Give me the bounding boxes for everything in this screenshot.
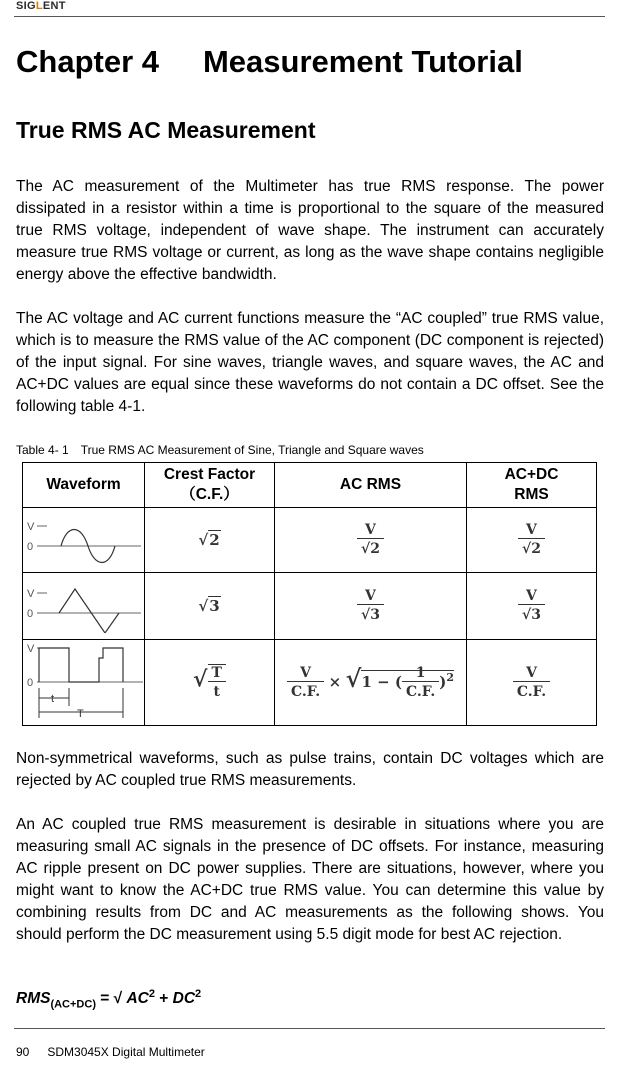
manual-title: SDM3045X Digital Multimeter <box>47 1045 205 1059</box>
triangle-wave-diagram <box>25 575 143 633</box>
table-caption: Table 4- 1 True RMS AC Measurement of Sine, Triangle and Square waves <box>16 443 424 457</box>
svg-text:V: V <box>26 520 34 533</box>
page-footer <box>16 1045 205 1059</box>
page-number: 90 <box>16 1045 30 1059</box>
paragraph-ac-coupled: The AC voltage and AC current functions measure the “AC coupled” true RMS value, which is to measure the RMS value of the AC component (DC component is rejected) of the input signal. For sine waves, triangle waves, and square waves, the AC and AC+DC values are equal since these waveforms do not contain a DC offset. See the following table 4-1. <box>16 310 604 415</box>
square-ac-rms: $\frac{V}{C.F.}$ × √1 − ( $\frac{1}{C.F.}$ )$^2$ <box>275 640 467 726</box>
square-crest-factor: √ $\frac{T}{t}$ <box>145 640 275 726</box>
sine-wave-cell <box>23 508 145 573</box>
rms-table <box>22 462 597 726</box>
square-acdc-rms: $\frac{V}{C.F.}$ <box>467 640 597 726</box>
table-row <box>23 573 597 640</box>
chapter-heading <box>16 44 523 80</box>
svg-text:0: 0 <box>26 677 33 689</box>
triangle-acdc-rms: $\frac{V}{√3}$ <box>467 573 597 640</box>
header-waveform: Waveform <box>23 463 145 508</box>
sine-acdc-rms: $\frac{V}{√2}$ <box>467 508 597 573</box>
paragraph-non-symmetrical: Non-symmetrical waveforms, such as pulse trains, contain DC voltages which are rejected by AC coupled true RMS measurements. <box>16 750 604 789</box>
header-rule <box>14 16 605 17</box>
sine-wave-diagram <box>25 510 143 566</box>
triangle-ac-rms: $\frac{V}{√3}$ <box>275 573 467 640</box>
chapter-number: Chapter 4 <box>16 44 159 79</box>
paragraph-intro: The AC measurement of the Multimeter has true RMS response. The power dissipated in a resistor within a time is proportional to the square of the measured true RMS voltage, independent of wave shape. The instrument can accurately measure true RMS voltage or current, as long as the wave shape contains negligible energy above the effective bandwidth. <box>16 178 604 283</box>
svg-text:T: T <box>76 708 84 720</box>
header-crest-factor: Crest Factor （C.F.） <box>145 463 275 508</box>
paragraph-acdc: An AC coupled true RMS measurement is desirable in situations where you are measuring small AC signals in the presence of DC offsets. For instance, measuring AC ripple present on DC power supplies. There are situations, however, where you might want to know the AC+DC true RMS value. You can determine this value by combining results from DC and AC measurements as the following shows. You should perform the DC measurement using 5.5 digit mode for best AC rejection. <box>16 816 604 943</box>
chapter-title: Measurement Tutorial <box>202 44 523 79</box>
footer-rule <box>14 1028 605 1029</box>
header-ac-rms: AC RMS <box>275 463 467 508</box>
square-wave-cell <box>23 640 145 726</box>
table-row <box>23 640 597 726</box>
rms-formula: $RMS_{(AC+DC)}$ = √ $AC^2 + DC^2$ <box>16 988 202 1011</box>
square-wave-diagram <box>25 640 143 720</box>
table-header-row <box>23 463 597 508</box>
brand-logo: SIGLENT <box>16 0 66 12</box>
header-acdc-rms: AC+DC RMS <box>467 463 597 508</box>
svg-text:V: V <box>26 643 34 655</box>
section-title: True RMS AC Measurement <box>16 117 316 143</box>
svg-text:V: V <box>26 587 34 600</box>
svg-text:0: 0 <box>26 607 33 620</box>
sine-crest-factor: √2 <box>145 508 275 573</box>
table-row <box>23 508 597 573</box>
svg-text:0: 0 <box>26 540 33 553</box>
triangle-crest-factor: √3 <box>145 573 275 640</box>
triangle-wave-cell <box>23 573 145 640</box>
sine-ac-rms: $\frac{V}{√2}$ <box>275 508 467 573</box>
svg-text:t: t <box>50 693 54 705</box>
